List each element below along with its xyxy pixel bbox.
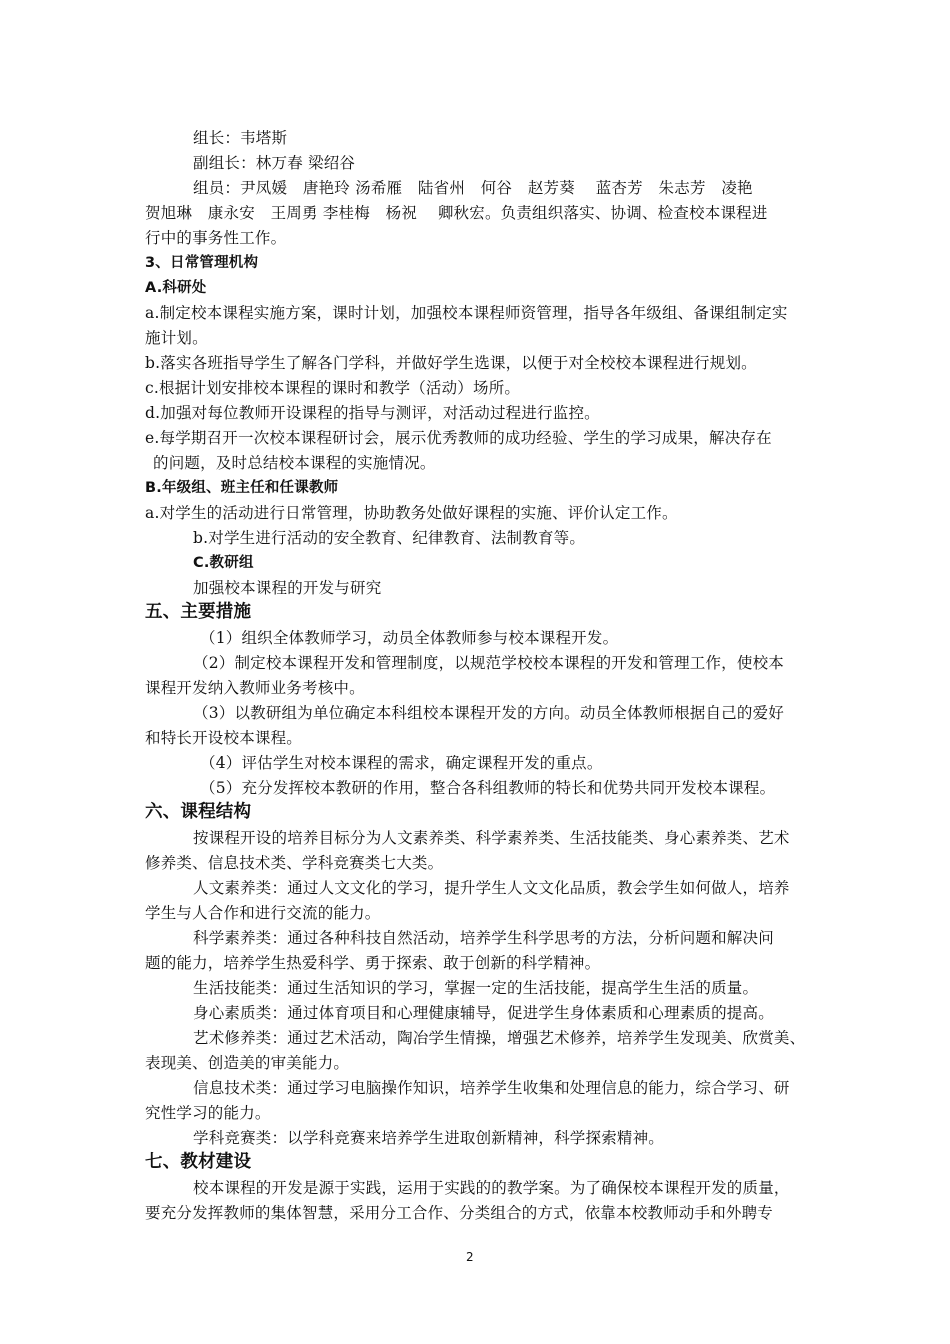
deputy-leader-line: 副组长：林万春 梁绍谷	[193, 154, 356, 172]
paragraph-line: 学科竞赛类：以学科竞赛来培养学生进取创新精神，科学探索精神。	[193, 1129, 665, 1147]
paragraph-line: 施计划。	[145, 329, 208, 347]
paragraph-line: 修养类、信息技术类、学科竞赛类七大类。	[145, 854, 444, 872]
paragraph-line: 题的能力，培养学生热爱科学、勇于探索、敢于创新的科学精神。	[145, 954, 601, 972]
paragraph-line: 究性学习的能力。	[145, 1104, 271, 1122]
subheading-research-office: A.科研处	[145, 280, 207, 296]
subheading-teaching-group: C.教研组	[193, 555, 254, 571]
paragraph-line: 身心素质类：通过体育项目和心理健康辅导，促进学生身体素质和心理素质的提高。	[193, 1004, 774, 1022]
paragraph-line: d.加强对每位教师开设课程的指导与测评，对活动过程进行监控。	[145, 404, 600, 422]
subheading-grade-group: B.年级组、班主任和任课教师	[145, 480, 339, 496]
section-heading-textbook-construction: 七、教材建设	[145, 1152, 252, 1172]
paragraph-line: 校本课程的开发是源于实践，运用于实践的的教学案。为了确保校本课程开发的质量，	[193, 1179, 790, 1197]
paragraph-line: 艺术修养类：通过艺术活动，陶冶学生情操，增强艺术修养，培养学生发现美、欣赏美、	[193, 1029, 806, 1047]
paragraph-line: b.对学生进行活动的安全教育、纪律教育、法制教育等。	[193, 529, 586, 547]
measure-item-cont: 和特长开设校本课程。	[145, 729, 303, 747]
section-heading-course-structure: 六、课程结构	[145, 802, 252, 822]
paragraph-line: e.每学期召开一次校本课程研讨会，展示优秀教师的成功经验、学生的学习成果，解决存在	[145, 429, 772, 447]
paragraph-line: b.落实各班指导学生了解各门学科，并做好学生选课，以便于对全校校本课程进行规划。	[145, 354, 757, 372]
paragraph-line: a.对学生的活动进行日常管理，协助教务处做好课程的实施、评价认定工作。	[145, 504, 678, 522]
page-number: 2	[466, 1250, 474, 1264]
group-leader-line: 组长：韦塔斯	[193, 129, 288, 147]
paragraph-line: c.根据计划安排校本课程的课时和教学（活动）场所。	[145, 379, 521, 397]
paragraph-line: 科学素养类：通过各种科技自然活动，培养学生科学思考的方法，分析问题和解决问	[193, 929, 774, 947]
paragraph-line: 要充分发挥教师的集体智慧，采用分工合作、分类组合的方式，依靠本校教师动手和外聘专	[145, 1204, 774, 1222]
section-heading-main-measures: 五、主要措施	[145, 602, 252, 622]
measure-item-cont: 课程开发纳入教师业务考核中。	[145, 679, 365, 697]
measure-item: （4）评估学生对校本课程的需求，确定课程开发的重点。	[200, 754, 603, 772]
paragraph-line: 学生与人合作和进行交流的能力。	[145, 904, 381, 922]
paragraph-line: 加强校本课程的开发与研究	[193, 579, 382, 597]
members-line-end: 行中的事务性工作。	[145, 229, 287, 247]
members-line-cont: 贺旭琳 康永安 王周勇 李桂梅 杨祝 卿秋宏。负责组织落实、协调、检查校本课程进	[145, 204, 768, 222]
members-line: 组员：尹凤媛 唐艳玲 汤希雁 陆省州 何谷 赵芳葵 蓝杏芳 朱志芳 凌艳	[193, 179, 753, 197]
paragraph-line: 人文素养类：通过人文文化的学习，提升学生人文文化品质，教会学生如何做人，培养	[193, 879, 790, 897]
measure-item: （1）组织全体教师学习，动员全体教师参与校本课程开发。	[200, 629, 619, 647]
section-heading-daily-management: 3、日常管理机构	[145, 255, 259, 271]
paragraph-line: 信息技术类：通过学习电脑操作知识，培养学生收集和处理信息的能力，综合学习、研	[193, 1079, 790, 1097]
measure-item: （5）充分发挥校本教研的作用，整合各科组教师的特长和优势共同开发校本课程。	[200, 779, 776, 797]
paragraph-line: 按课程开设的培养目标分为人文素养类、科学素养类、生活技能类、身心素养类、艺术	[193, 829, 790, 847]
paragraph-line: 的问题，及时总结校本课程的实施情况。	[153, 454, 436, 472]
paragraph-line: 生活技能类：通过生活知识的学习，掌握一定的生活技能，提高学生生活的质量。	[193, 979, 759, 997]
measure-item: （2）制定校本课程开发和管理制度，以规范学校校本课程的开发和管理工作，使校本	[193, 654, 784, 672]
paragraph-line: a.制定校本课程实施方案，课时计划，加强校本课程师资管理，指导各年级组、备课组制定实	[145, 304, 788, 322]
paragraph-line: 表现美、创造美的审美能力。	[145, 1054, 350, 1072]
measure-item: （3）以教研组为单位确定本科组校本课程开发的方向。动员全体教师根据自己的爱好	[193, 704, 784, 722]
